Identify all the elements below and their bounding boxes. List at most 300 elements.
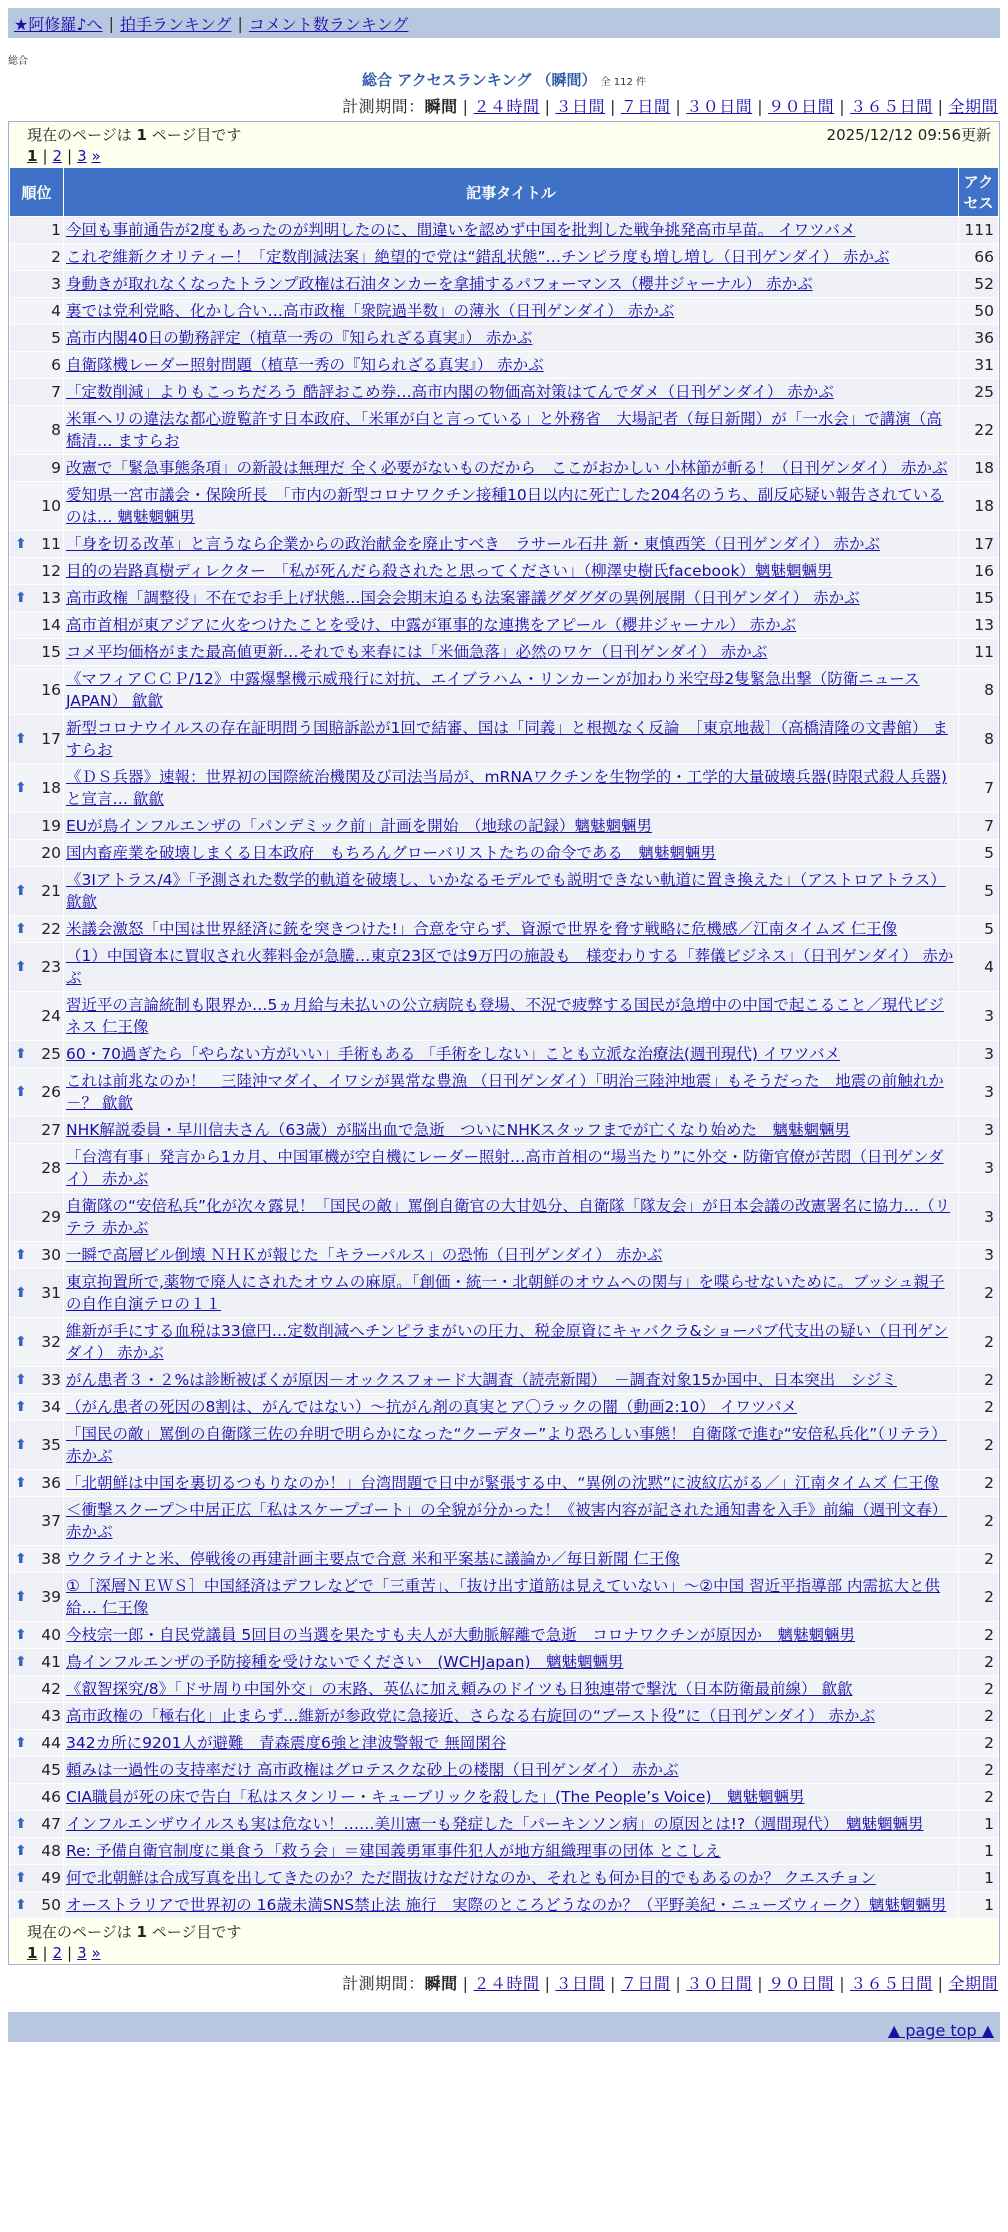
title-cell [64,1811,959,1838]
rank-cell [10,585,64,612]
page-top-link[interactable]: ▲ page top ▲ [887,2021,994,2040]
article-link[interactable]: ウクライナと米、停戦後の再建計画主要点で合意 米和平案基に議論か／毎日新聞 仁王像 [66,1550,680,1568]
page-separator: | [67,147,73,165]
access-count: 1 [959,1811,999,1838]
rank-cell [10,1041,64,1068]
article-link[interactable]: 頼みは一過性の支持率だけ 高市政権はグロテスクな砂上の楼閣（日刊ゲンダイ） 赤かぶ [66,1761,679,1779]
title-cell [64,1068,959,1117]
article-link[interactable]: 愛知県一宮市議会・保険所長 「市内の新型コロナワクチン接種10日以内に死亡した204名のうち、副反応疑い報告されているのは… 魑魅魍魎男 [66,486,944,526]
access-count: 111 [959,217,999,244]
period-separator: | [462,1974,469,1993]
page-separator: | [42,147,48,165]
rank-number: 40 [41,1626,61,1644]
article-link[interactable]: これぞ維新クオリティー！「定数削減法案」絶望的で党は“錯乱状態”…チンピラ度も増し増し（日刊ゲンダイ） 赤かぶ [66,248,890,266]
article-link[interactable]: 《3Iアトラス/4》「予測された数学的軌道を破壊し、いかなるモデルでも説明できない軌道に置き換えた」（アストロアトラス） 歙歙 [66,871,946,911]
period-option-7[interactable]: 全期間 [948,1974,998,1993]
rank-number: 36 [41,1474,61,1492]
access-count: 3 [959,992,999,1041]
rank-cell [10,1318,64,1367]
rank-number: 39 [41,1588,61,1606]
title-cell [64,1470,959,1497]
access-count: 1 [959,1838,999,1865]
article-link[interactable]: 「国民の敵」罵倒の自衛隊三佐の弁明で明らかになった“クーデター”より恐ろしい事態！ 自衛隊で進む“安倍私兵化”（リテラ） 赤かぶ [66,1425,947,1465]
access-count: 2 [959,1269,999,1318]
access-count: 1 [959,1892,999,1919]
period-separator: | [839,1974,846,1993]
table-row [10,1367,999,1394]
rank-cell [10,813,64,840]
rank-cell [10,1784,64,1811]
rank-number: 38 [41,1550,61,1568]
table-row [10,406,999,455]
table-row [10,1193,999,1242]
rank-number: 49 [41,1869,61,1887]
up-arrow-icon: ⬆ [15,780,27,796]
title-cell [64,1676,959,1703]
page-link-2[interactable]: 2 [52,147,63,165]
table-row [10,482,999,531]
access-count: 17 [959,531,999,558]
access-count: 2 [959,1318,999,1367]
page-title-wrap [0,69,1008,90]
article-link[interactable]: 「台湾有事」発言から1カ月、中国軍機が空自機にレーダー照射…高市首相の“場当たり”に外交・防衛官僚が苦悶（日刊ゲンダイ） 赤かぶ [66,1148,944,1188]
access-count: 4 [959,943,999,992]
table-row [10,1730,999,1757]
nav-separator: | [237,13,243,33]
access-count: 5 [959,916,999,943]
rank-cell [10,1367,64,1394]
rank-number: 13 [41,589,61,607]
rank-number: 43 [41,1707,61,1725]
rank-cell [10,1421,64,1470]
article-link[interactable]: 《ＤＳ兵器》速報：世界初の国際統治機関及び司法当局が、mRNAワクチンを生物学的・工学的大量破壊兵器(時限式殺人兵器)と宣言… 歙歙 [66,768,947,808]
table-row [10,1421,999,1470]
title-cell [64,455,959,482]
table-row [10,992,999,1041]
period-selector-top [0,94,998,117]
rank-number: 50 [41,1896,61,1914]
rank-cell [10,1703,64,1730]
article-link[interactable]: 高市内閣40日の勤務評定（植草一秀の『知られざる真実』） 赤かぶ [66,329,533,347]
access-count: 7 [959,764,999,813]
access-count: 11 [959,639,999,666]
home-link[interactable]: ★阿修羅♪へ [14,14,103,34]
rank-number: 21 [41,882,61,900]
rank-cell [10,352,64,379]
table-row [10,379,999,406]
rank-number: 12 [41,562,61,580]
access-count: 18 [959,482,999,531]
rank-cell [10,867,64,916]
article-link[interactable]: 高市政権の「極右化」止まらず…維新が参政党に急接近、さらなる右旋回の“ブースト役”に（日刊ゲンダイ） 赤かぶ [66,1707,876,1725]
rank-number: 34 [41,1398,61,1416]
page-separator: | [42,1944,48,1962]
title-cell [64,840,959,867]
table-row [10,1811,999,1838]
title-cell [64,1318,959,1367]
title-cell [64,379,959,406]
access-count: 3 [959,1242,999,1269]
page-link-3[interactable]: 3 [77,1944,87,1962]
title-cell [64,764,959,813]
rank-cell [10,558,64,585]
title-cell [64,1041,959,1068]
table-row [10,352,999,379]
article-link[interactable]: 新型コロナウイルスの存在証明問う国賠訴訟が1回で結審、国は「同義」と根拠なく反論 ［東京地裁］（高橋清隆の文書館） ますらお [66,719,948,759]
article-link[interactable]: NHK解説委員・早川信夫さん（63歳）が脳出血で急逝 ついにNHKスタッフまでが亡くなり始めた 魑魅魍魎男 [66,1121,851,1139]
rank-number: 47 [41,1815,61,1833]
table-row [10,1144,999,1193]
page-title: 総合 アクセスランキング （瞬間） [362,71,597,89]
page-links [27,1944,991,1962]
up-arrow-icon: ⬆ [15,1437,27,1453]
table-row [10,612,999,639]
article-link[interactable]: ①［深層ＮＥＷＳ］中国経済はデフレなどで「三重苦」、「抜け出す道筋は見えていない」～②中国 習近平指導部 内需拡大と供給… 仁王像 [66,1577,941,1617]
page-separator: | [67,1944,73,1962]
period-option-4[interactable]: ３０日間 [686,1974,753,1993]
title-cell [64,1497,959,1546]
rank-cell [10,1470,64,1497]
article-link[interactable]: 高市政権「調整役」不在でお手上げ状態…国会会期末迫るも法案審議グダグダの異例展開（日刊ゲンダイ） 赤かぶ [66,589,860,607]
access-count: 66 [959,244,999,271]
rank-number: 6 [51,356,61,374]
article-link[interactable]: 今回も事前通告が2度もあったのが判明したのに、間違いを認めず中国を批判した戦争挑発高市早苗。 イワツバメ [66,221,856,239]
article-link[interactable]: 「北朝鮮は中国を裏切るつもりなのか！」台湾問題で日中が緊張する中、“異例の沈黙”に波紋広がる／」江南タイムズ 仁王像 [66,1474,940,1492]
rank-header: 順位 [10,168,64,217]
article-link[interactable]: 高市首相が東アジアに火をつけたことを受け、中露が軍事的な連携をアピール（櫻井ジャーナル） 赤かぶ [66,616,797,634]
period-option-3[interactable]: ７日間 [620,97,671,116]
access-count: 2 [959,1394,999,1421]
title-cell [64,943,959,992]
comment-ranking-link[interactable]: コメント数ランキング [248,14,409,34]
article-link[interactable]: 改憲で「緊急事態条項」の新設は無理だ 全く必要がないものだから ここがおかしい 小林節が斬る！（日刊ゲンダイ） 赤かぶ [66,459,948,477]
period-separator: | [675,97,682,116]
period-option-1[interactable]: ２４時間 [473,1974,540,1993]
access-count: 31 [959,352,999,379]
up-arrow-icon: ⬆ [15,1654,27,1670]
title-cell [64,1622,959,1649]
page-link-2[interactable]: 2 [52,1944,63,1962]
article-link[interactable]: これは前兆なのか！ 三陸沖マダイ、イワシが異常な豊漁 （日刊ゲンダイ）「明治三陸沖地震」もそうだった 地震の前触れか－？ 歙歙 [66,1072,944,1112]
title-cell [64,1193,959,1242]
period-separator: | [937,97,944,116]
title-cell [64,244,959,271]
up-arrow-icon: ⬆ [15,1843,27,1859]
title-cell [64,715,959,764]
rank-number: 3 [51,275,61,293]
access-count: 5 [959,867,999,916]
table-row [10,1676,999,1703]
table-row [10,943,999,992]
up-arrow-icon: ⬆ [15,959,27,975]
period-option-6[interactable]: ３６５日間 [850,97,933,116]
table-row [10,1622,999,1649]
pager-bottom [9,1919,999,1964]
page-links [27,147,991,165]
article-link[interactable]: 自衛隊機レーダー照射問題（植草一秀の『知られざる真実』） 赤かぶ [66,356,544,374]
up-arrow-icon: ⬆ [15,1870,27,1886]
period-option-0: 瞬間 [424,1974,458,1993]
table-row [10,325,999,352]
rank-number: 48 [41,1842,61,1860]
access-header: アクセス [959,168,999,217]
period-option-3[interactable]: ７日間 [620,1974,671,1993]
table-row [10,867,999,916]
article-link[interactable]: ＜衝撃スクープ＞中居正広「私はスケープゴート」の全貌が分かった！《被害内容が記された通知書を入手》前編（週刊文春） 赤かぶ [66,1501,948,1541]
period-label: 計測期間： [342,97,425,116]
title-cell [64,531,959,558]
rank-number: 22 [41,920,61,938]
table-row [10,558,999,585]
next-page-link[interactable]: » [91,1944,101,1962]
rank-number: 7 [51,383,61,401]
period-separator: | [839,97,846,116]
table-row [10,813,999,840]
article-link[interactable]: 何で北朝鮮は合成写真を出してきたのか？ただ間抜けなだけなのか、それとも何か目的でもあるのか？ クエスチョン [66,1869,876,1887]
article-link[interactable]: 「定数削減」よりもこっちだろう 酷評おこめ券…高市内閣の物価高対策はてんでダメ（日刊ゲンダイ） 赤かぶ [66,383,834,401]
rank-number: 10 [41,497,61,515]
article-link[interactable]: 裏では党利党略、化かし合い…高市政権「衆院過半数」の薄氷（日刊ゲンダイ） 赤かぶ [66,302,675,320]
article-link[interactable]: 「身を切る改革」と言うなら企業からの政治献金を廃止すべき ラサール石井 新・東慎西笑（日刊ゲンダイ） 赤かぶ [66,535,880,553]
access-count: 2 [959,1730,999,1757]
article-link[interactable]: がん患者３・２%は診断被ばくが原因－オックスフォード大調査（読売新聞） －調査対象15か国中、日本突出 シジミ [66,1371,897,1389]
rank-number: 29 [41,1208,61,1226]
period-separator: | [757,97,764,116]
table-row [10,764,999,813]
title-cell [64,1546,959,1573]
access-count: 2 [959,1676,999,1703]
rank-number: 32 [41,1333,61,1351]
article-link[interactable]: 米議会激怒「中国は世界経済に銃を突きつけた!」合意を守らず、資源で世界を脅す戦略に危機感／江南タイムズ 仁王像 [66,920,898,938]
table-row [10,298,999,325]
table-row [10,1269,999,1318]
rank-cell [10,1269,64,1318]
rank-cell [10,840,64,867]
article-link[interactable]: 一瞬で高層ビル倒壊 ＮＨＫが報じた「キラーパルス」の恐怖（日刊ゲンダイ） 赤かぶ [66,1246,663,1264]
rank-number: 30 [41,1246,61,1264]
title-cell [64,1144,959,1193]
period-separator: | [675,1974,682,1993]
access-count: 2 [959,1649,999,1676]
rank-number: 18 [41,779,61,797]
rank-cell [10,298,64,325]
rank-cell [10,1068,64,1117]
rank-cell [10,639,64,666]
title-header: 記事タイトル [64,168,959,217]
up-arrow-icon: ⬆ [15,1046,27,1062]
title-cell [64,1865,959,1892]
article-link[interactable]: 維新が手にする血税は33億円…定数削減へチンピラまがいの圧力、税金原資にキャバクラ&ショーパブ代支出の疑い（日刊ゲンダイ） 赤かぶ [66,1322,949,1362]
total-count: 全 112 件 [600,77,646,88]
title-cell [64,352,959,379]
up-arrow-icon: ⬆ [15,1285,27,1301]
article-link[interactable]: 目的の岩路真樹ディレクター 「私が死んだら殺されたと思ってください」（柳澤史樹氏facebook）魑魅魍魎男 [66,562,833,580]
article-link[interactable]: 身動きが取れなくなったトランプ政権は石油タンカーを拿捕するパフォーマンス（櫻井ジャーナル） 赤かぶ [66,275,813,293]
pager-top [9,122,999,167]
period-option-4[interactable]: ３０日間 [686,97,753,116]
period-option-7[interactable]: 全期間 [948,97,998,116]
table-row [10,1865,999,1892]
article-link[interactable]: 60・70過ぎたら「やらない方がいい」手術もある 「手術をしない」ことも立派な治療法(週刊現代) イワツバメ [66,1045,841,1063]
rank-cell [10,455,64,482]
rank-cell [10,1649,64,1676]
article-link[interactable]: （1）中国資本に買収され火葬料金が急騰…東京23区では9万円の施設も 様変わりする「葬儀ビジネス」（日刊ゲンダイ） 赤かぶ [66,947,954,987]
article-link[interactable]: 国内畜産業を破壊しまくる日本政府 もちろんグローバリストたちの命令である 魑魅魍魎男 [66,844,716,862]
title-cell [64,585,959,612]
rank-number: 37 [41,1512,61,1530]
title-cell [64,666,959,715]
rank-cell [10,482,64,531]
table-row [10,1470,999,1497]
article-link[interactable]: インフルエンザウイルスも実は危ない！……美川憲一も発症した「パーキンソン病」の原因とは!?（週間現代） 魑魅魍魎男 [66,1815,924,1833]
table-row [10,1784,999,1811]
period-option-5[interactable]: ９０日間 [768,1974,835,1993]
access-count: 2 [959,1757,999,1784]
access-count: 2 [959,1622,999,1649]
article-link[interactable]: 342カ所に9201人が避難 青森震度6強と津波警報で 無岡閑谷 [66,1734,507,1752]
rank-cell [10,764,64,813]
article-link[interactable]: 鳥インフルエンザの予防接種を受けないでください (WCHJapan) 魑魅魍魎男 [66,1653,624,1671]
rank-number: 5 [51,329,61,347]
access-count: 2 [959,1367,999,1394]
rank-cell [10,1838,64,1865]
access-count: 3 [959,1068,999,1117]
table-row [10,1546,999,1573]
title-cell [64,325,959,352]
table-row [10,715,999,764]
article-link[interactable]: 習近平の言論統制も限界か…5ヵ月給与未払いの公立病院も登場、不況で疲弊する国民が急増中の中国で起こること／現代ビジネス 仁王像 [66,996,944,1036]
title-cell [64,482,959,531]
top-nav-bar [8,8,1000,38]
article-link[interactable]: オーストラリアで世界初の 16歳未満SNS禁止法 施行 実際のところどうなのか？（平野美紀・ニューズウィーク）魑魅魍魎男 [66,1896,947,1914]
rank-cell [10,1730,64,1757]
rank-cell [10,217,64,244]
applause-ranking-link[interactable]: 拍手ランキング [119,14,232,34]
title-cell [64,612,959,639]
access-count: 2 [959,1573,999,1622]
article-link[interactable]: 自衛隊の“安倍私兵”化が次々露見！「国民の敵」罵倒自衛官の大甘処分、自衛隊「隊友会」が日本会議の改憲署名に協力…（リテラ 赤かぶ [66,1197,951,1237]
table-row [10,1838,999,1865]
table-row [10,531,999,558]
rank-number: 27 [41,1121,61,1139]
rank-cell [10,406,64,455]
rank-cell [10,992,64,1041]
period-option-2[interactable]: ３日間 [555,1974,605,1993]
current-page-text: 現在のページは 1 ページ目です [27,1923,242,1941]
title-cell [64,1367,959,1394]
article-link[interactable]: コメ平均価格がまた最高値更新…それでも来春には「米価急落」必然のワケ（日刊ゲンダイ） 赤かぶ [66,643,768,661]
title-cell [64,867,959,916]
access-count: 16 [959,558,999,585]
ranking-table [9,167,999,1919]
access-count: 7 [959,813,999,840]
table-row [10,1892,999,1919]
title-cell [64,1573,959,1622]
title-cell [64,558,959,585]
up-arrow-icon: ⬆ [15,1551,27,1567]
rank-cell [10,715,64,764]
access-count: 18 [959,455,999,482]
title-cell [64,1892,959,1919]
access-count: 36 [959,325,999,352]
article-link[interactable]: （がん患者の死因の8割は、がんではない）～抗がん剤の真実とア〇ラックの闇（動画2:10） イワツバメ [66,1398,797,1416]
rank-number: 28 [41,1159,61,1177]
up-arrow-icon: ⬆ [15,1627,27,1643]
period-option-5[interactable]: ９０日間 [768,97,835,116]
rank-number: 9 [51,459,61,477]
title-cell [64,639,959,666]
rank-number: 42 [41,1680,61,1698]
period-option-1[interactable]: ２４時間 [473,97,540,116]
article-link[interactable]: 東京拘置所で,薬物で廃人にされたオウムの麻原。「創価・統一・北朝鮮のオウムへの関与」を喋らせないために。ブッシュ親子の自作自演テロの１１ [66,1273,945,1313]
rank-cell [10,1622,64,1649]
genre-label: 総合 [8,56,28,67]
up-arrow-icon: ⬆ [15,1816,27,1832]
rank-number: 17 [41,730,61,748]
up-arrow-icon: ⬆ [15,1897,27,1913]
rank-number: 35 [41,1436,61,1454]
period-selector-bottom [0,1971,998,1994]
rank-number: 11 [41,535,61,553]
period-separator: | [609,1974,616,1993]
page-link-3[interactable]: 3 [77,147,87,165]
table-row [10,1041,999,1068]
article-link[interactable]: EUが鳥インフルエンザの「パンデミック前」計画を開始 （地球の記録）魑魅魍魎男 [66,817,652,835]
table-row [10,1394,999,1421]
rank-number: 25 [41,1045,61,1063]
current-page-text: 現在のページは 1 ページ目です [27,126,242,144]
article-link[interactable]: 《マフィアＣＣＰ/12》中露爆撃機示威飛行に対抗、エイブラハム・リンカーンが加わり米空母2隻緊急出撃（防衛ニュースJAPAN） 歙歙 [66,670,920,710]
rank-cell [10,1573,64,1622]
table-row [10,1703,999,1730]
table-row [10,1068,999,1117]
title-cell [64,1649,959,1676]
rank-number: 2 [51,248,61,266]
rank-number: 1 [51,221,61,239]
rank-cell [10,1394,64,1421]
period-separator: | [544,97,551,116]
title-cell [64,1242,959,1269]
up-arrow-icon: ⬆ [15,731,27,747]
period-separator: | [462,97,469,116]
access-count: 3 [959,1193,999,1242]
rank-cell [10,916,64,943]
article-link[interactable]: 今枝宗一郎・自民党議員 5回目の当選を果たすも夫人が大動脈解離で急逝 コロナワクチンが原因か 魑魅魍魎男 [66,1626,856,1644]
table-row [10,1318,999,1367]
rank-cell [10,1892,64,1919]
rank-number: 14 [41,616,61,634]
article-link[interactable]: 米軍ヘリの違法な都心遊覧許す日本政府、「米軍が白と言っている」と外務省 大場記者（毎日新聞）が「一水会」で講演（高橋清… ますらお [66,410,942,450]
next-page-link[interactable]: » [91,147,101,165]
rank-number: 24 [41,1007,61,1025]
up-arrow-icon: ⬆ [15,1334,27,1350]
rank-cell [10,244,64,271]
title-cell [64,1269,959,1318]
table-row [10,271,999,298]
rank-cell [10,943,64,992]
article-link[interactable]: 《叡智探究/8》「ドサ周り中国外交」の末路、英仏に加え頼みのドイツも日独連帯で撃沈（日本防衛最前線） 歙歙 [66,1680,853,1698]
table-row [10,585,999,612]
period-option-2[interactable]: ３日間 [555,97,605,116]
article-link[interactable]: CIA職員が死の床で告白「私はスタンリー・キューブリックを殺した」(The People’s Voice) 魑魅魍魎男 [66,1788,805,1806]
period-option-6[interactable]: ３６５日間 [850,1974,933,1993]
updated-time: 2025/12/12 09:56更新 [826,126,991,144]
rank-cell [10,1676,64,1703]
access-count: 2 [959,1546,999,1573]
period-separator: | [609,97,616,116]
article-link[interactable]: Re: 予備自衛官制度に巣食う「救う会」＝建国義勇軍事件犯人が地方組織理事の団体 とこしえ [66,1842,721,1860]
period-separator: | [937,1974,944,1993]
